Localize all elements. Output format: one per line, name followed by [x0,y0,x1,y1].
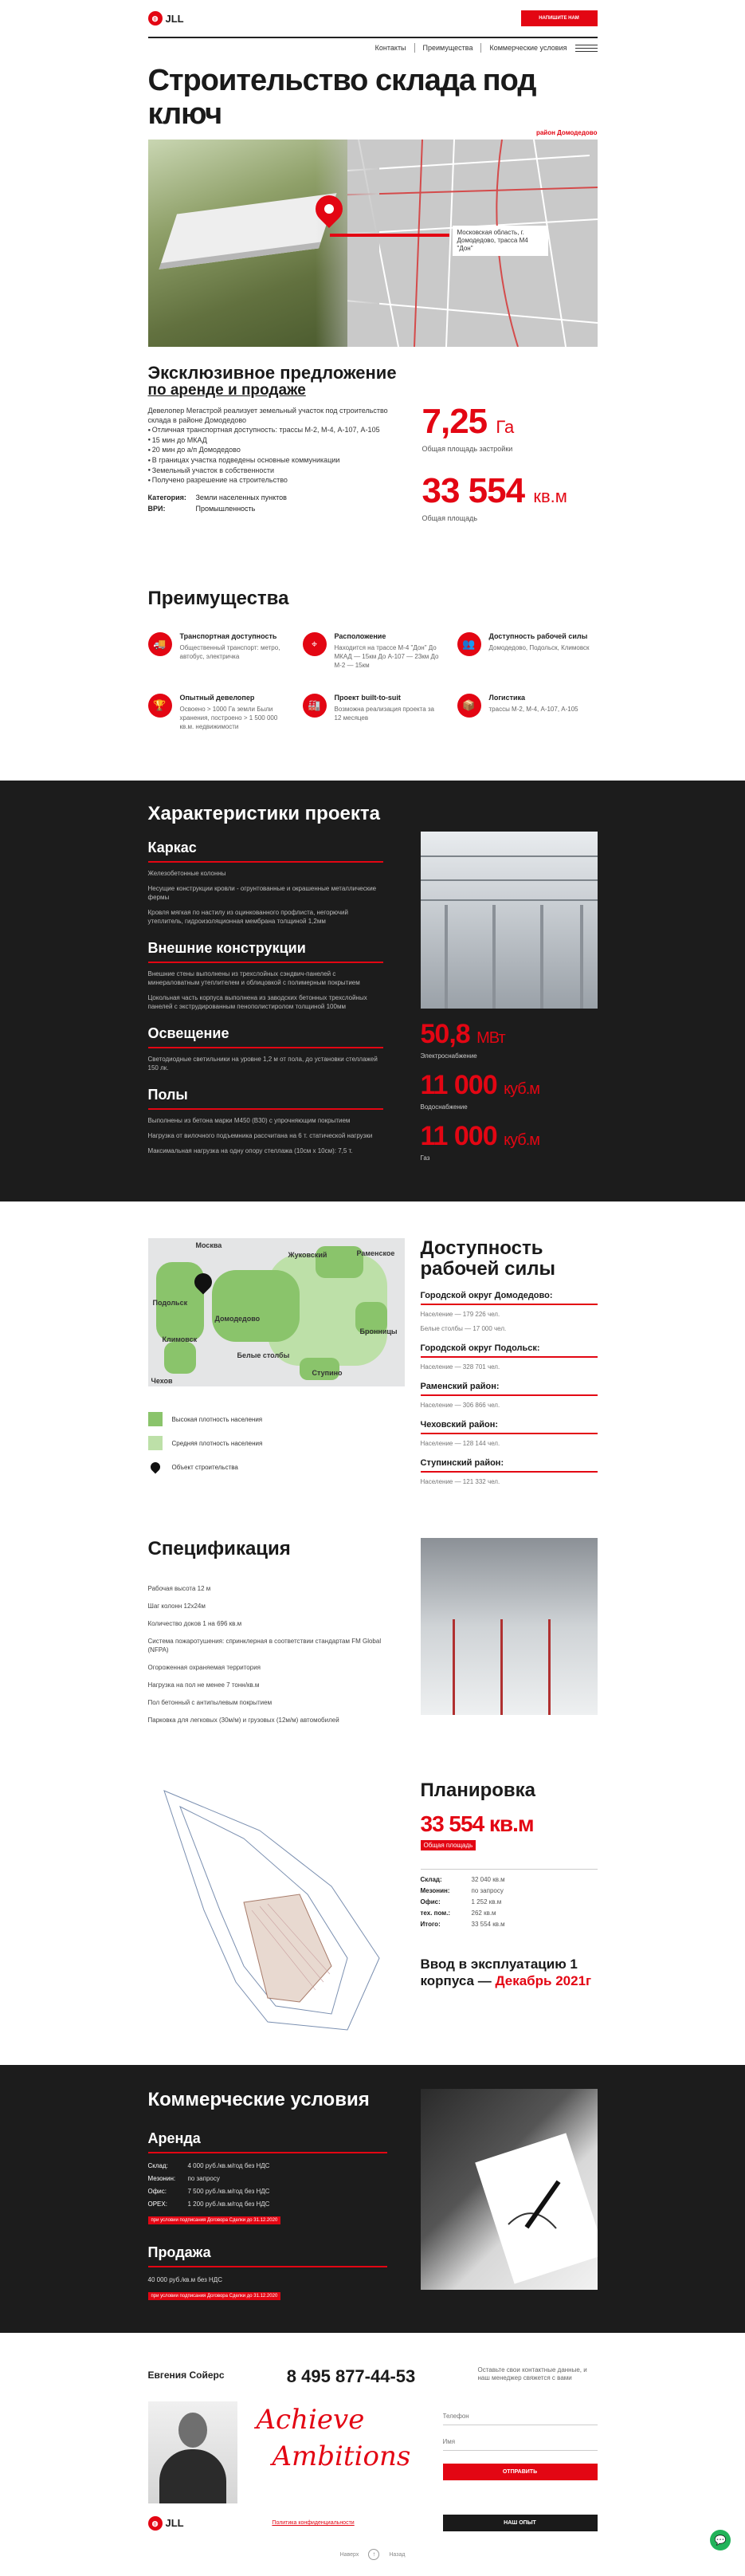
offer-subtitle: по аренде и продаже [147,382,306,399]
list-item: ● Земельный участок в собственности [148,466,411,476]
plan-breakdown: Склад: 32 040 кв.м Мезонин: по запросу Офис: 1 252 кв.м тех. пом.: 262 кв.м Итого: 33 554 кв.м [421,1869,598,1930]
offer-bullets [148,425,411,486]
truck-icon: 🚚 [148,632,172,656]
district-podolsk: Городской округ Подольск: Население — 328 701 чел. [421,1343,598,1372]
nav-back-link[interactable]: Назад [389,2551,406,2558]
site-marker-icon [148,1461,162,1474]
nav-advantages[interactable]: Преимущества [422,44,473,52]
medium-density-swatch [148,1436,163,1450]
land-area-caption: Общая площадь застройки [422,445,513,453]
land-info: Категория: Земли населенных пунктов ВРИ: Промышленность [147,493,287,513]
offer-section [148,364,598,543]
list-item: ● В границах участка подведены основные коммуникации [148,455,411,466]
our-experience-button[interactable]: НАШ ОПЫТ [443,2515,598,2531]
jll-logo-icon: ◍ [148,2516,163,2531]
footer-logo[interactable]: ◍ JLL [148,2516,184,2531]
offer-title: Эксклюзивное предложение по аренде и продаже [148,364,411,399]
bottom-nav [148,2549,598,2560]
send-button[interactable]: ОТПРАВИТЬ [443,2464,598,2480]
warehouse-floor-photo [421,1538,598,1715]
list-item: ● 15 мин до МКАД [148,435,411,446]
list-item: ● Отличная транспортная доступность: трассы М-2, М-4, А-107, А-105 [148,425,411,435]
advantages-section [148,588,598,731]
jll-logo-icon: ◍ [148,11,163,26]
region-label: район Домодедово [535,129,598,136]
slogan: Achieve Ambitions [256,2404,411,2472]
building-area-caption: Общая площадь [422,514,478,522]
commercial-section: Коммерческие условия Аренда Склад: 4 000 руб./кв.м/год без НДС Мезонин: по запросу Офис: 7 500 руб./кв.м/год без НДС OPEX: 1 200 руб./кв.м/год без НДС при условии подписания Договора Сделки до 31.12.2020 Продажа 40 000 руб./кв.м без НДС при условии подписания Договора Сделки до 31.12.2020 [0,2065,745,2333]
advantage-developer: 🏆 Опытный девелопер Освоено > 1000 Га земли Были хранения, построено > 1 500 000 кв.м. недвижимости [148,694,288,731]
people-icon: 👥 [457,632,481,656]
high-density-swatch [148,1412,163,1426]
advantages-title: Преимущества [147,588,289,609]
map-legend: Высокая плотность населения Средняя плотность населения Объект строительства [148,1407,405,1479]
rent-heading: Аренда [148,2130,387,2153]
list-item: Нагрузка на пол не менее 7 тонн/кв.м [147,1681,260,1689]
phone-number[interactable]: 8 495 877-44-53 [286,2366,416,2386]
agent-photo [148,2401,237,2503]
spec-title: Спецификация [147,1538,291,1559]
box-icon: 📦 [457,694,481,718]
footer [148,2515,598,2531]
advantage-transport: 🚚 Транспортная доступность Общественный транспорт: метро, автобус, электричка [148,632,288,670]
nav-top-link[interactable]: Наверх [339,2551,359,2558]
plan-total-area: 33 554 кв.м [420,1811,534,1836]
frame-heading: Каркас [148,840,383,863]
building-area-value: 33 554 кв.м [422,471,567,510]
district-domodedovo: Городской округ Домодедово: Население — 179 226 чел. Белые столбы — 17 000 чел. [421,1291,598,1334]
chat-icon[interactable]: 💬 [710,2530,731,2550]
advantage-bts: 🏭 Проект built-to-suit Возможна реализация проекта за 12 месяцев [303,694,443,731]
gas-value: 11 000 куб.м [420,1121,540,1151]
site-plan-drawing [148,1775,395,2038]
list-item: ● 20 мин до а/п Домодедово [148,445,411,455]
warehouse-render [159,193,336,269]
header [148,0,598,37]
agent-name: Евгения Сойерс [147,2370,225,2381]
district-ramenskoe: Раменский район: Население — 306 866 чел. [421,1382,598,1410]
nav-divider [414,43,415,53]
nav-divider [480,43,481,53]
rent-note: при условии подписания Договора Сделки до 31.12.2020 [148,2216,281,2224]
offer-lead: Девелопер Мегастрой реализует земельный участок под строительство склада в районе Домодедово [147,407,388,424]
list-item: Количество доков 1 на 696 кв.м [147,1620,242,1627]
plan-total-tag: Общая площадь [421,1840,476,1850]
signing-photo [421,2089,598,2290]
list-item: Парковка для легковых (30м/м) и грузовых (12м/м) автомобилей [147,1717,339,1724]
workforce-section [148,1238,598,1487]
trophy-icon: 🏆 [148,694,172,718]
exterior-heading: Внешние конструкции [148,940,383,963]
specification-section [148,1538,598,1733]
lighting-heading: Освещение [148,1025,383,1048]
workforce-title: Доступность рабочей силы [420,1237,555,1280]
characteristics-section: Характеристики проекта Каркас Железобетонные колонны Несущие конструкции кровли - огрунтованные и окрашенные металлические фермы Кровля мягкая по настилу из оцинкованного профлиста, негорючий утеплитель, гидроизоляционная мембрана толщиной 1,2мм Внешние конструкции Внешние стены выполнены из трехслойных сэндвич-панелей с минераловатным утеплителем и облицовкой с полимерным покрытием Цокольная часть корпуса выполнена из заводских бетонных трехслойных панелей с экструдированным пенополистиролом толщиной 100мм Освещение Светодиодные светильники на уровне 1,2 м от пола, до установки стеллажей 150 лк. Полы Выполнены из бетона марки М450 (B30) с упрочняющим покрытием Нагрузка от вилочного подъемника рассчитана на 6 т. статической нагрузки Максимальная нагрузка на одну опору стеллажа (10см х 10см): 7,5 т. 50,8 МВт Электроснабжение 11 000 куб.м Водоснабжение 11 000 куб.м Газ [0,781,745,1201]
nav-contacts[interactable]: Контакты [374,44,406,52]
phone-input[interactable] [443,2408,598,2425]
water-value: 11 000 куб.м [420,1070,540,1100]
contact-us-button[interactable]: НАПИШИТЕ НАМ [521,10,598,26]
list-item: ● Получено разрешение на строительство [148,475,411,486]
sale-note: при условии подписания Договора Сделки до 31.12.2020 [148,2292,281,2300]
page-title: Строительство склада под ключ [147,64,536,131]
factory-icon: 🏭 [303,694,327,718]
list-item: Пол бетонный с антипылевым покрытием [147,1699,273,1706]
water-caption: Водоснабжение [420,1103,468,1111]
plan-section [148,1775,598,2038]
list-item: Шаг колонн 12х24м [147,1603,206,1610]
privacy-link[interactable]: Политика конфиденциальности [272,2520,355,2526]
district-chekhov: Чеховский район: Население — 128 144 чел. [421,1420,598,1449]
warehouse-interior-photo [421,832,598,1009]
contact-section [148,2333,598,2576]
name-input[interactable] [443,2433,598,2451]
list-item: Рабочая высота 12 м [147,1585,211,1592]
contact-hint: Оставьте свои контактные данные, и наш менеджер свяжется с вами [477,2366,587,2381]
population-map: Москва Жуковский Раменское Подольск Домодедово Бронницы Климовск Белые столбы Ступино Чехов [148,1238,405,1386]
top-nav [148,37,598,57]
advantage-workforce: 👥 Доступность рабочей силы Домодедово, Подольск, Климовск [457,632,598,670]
list-item: Огороженная охраняемая территория [147,1664,261,1671]
floors-heading: Полы [148,1087,383,1110]
location-callout: Московская область, г. Домодедово, трасса М4 "Дон" [453,226,548,256]
contact-form [443,2401,598,2503]
gas-caption: Газ [420,1154,430,1162]
sale-heading: Продажа [148,2244,387,2267]
characteristics-title: Характеристики проекта [147,803,380,824]
location-line [330,234,449,237]
logo[interactable] [148,11,184,26]
commercial-title: Коммерческие условия [147,2089,370,2110]
power-caption: Электроснабжение [420,1052,477,1060]
location-icon: ⌖ [303,632,327,656]
nav-commercial[interactable]: Коммерческие условия [489,44,567,52]
menu-icon[interactable] [575,45,598,52]
hero-image [148,140,598,347]
district-stupino: Ступинский район: Население — 121 332 чел. [421,1458,598,1487]
commissioning-date: Ввод в эксплуатацию 1 корпуса — Декабрь 2021г [420,1957,592,1988]
advantage-logistics: 📦 Логистика трассы М-2, М-4, А-107, А-105 [457,694,598,731]
logo-text: JLL [165,12,184,25]
plan-title: Планировка [420,1780,536,1801]
land-area-value: 7,25 Га [422,402,515,441]
sale-price: 40 000 руб./кв.м без НДС [147,2276,222,2283]
advantage-location: ⌖ Расположение Находится на трассе М-4 "Дон" До МКАД — 15км До А-107 — 23км До М-2 — 15км [303,632,443,670]
arrow-up-icon[interactable]: ↑ [368,2549,379,2560]
power-value: 50,8 МВт [420,1019,505,1049]
list-item: Система пожаротушения: спринклерная в соответствии стандартам FM Global (NFPA) [147,1638,382,1654]
